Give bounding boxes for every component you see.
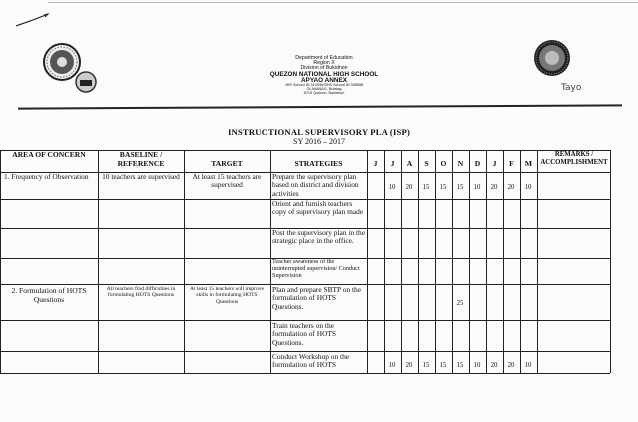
target: At least 15 teachers are supervised: [192, 172, 262, 190]
col-header-month: S: [424, 159, 429, 168]
month-value: 20: [490, 362, 498, 369]
strategy: Teacher awareness of the uninterrupted supervision/ Conduct Supervision: [272, 258, 360, 279]
month-value: 10: [473, 184, 481, 191]
region-name: Region X: [313, 60, 335, 67]
month-value: 15: [439, 184, 447, 191]
col-header-month: A: [406, 159, 413, 168]
division-name: Division of Bukidnon: [300, 65, 348, 72]
col-header-month: M: [524, 159, 533, 168]
month-value: 10: [524, 362, 532, 369]
strategy: Train teachers on the formulation of HOTS Questions.: [272, 321, 337, 347]
col-header-month: O: [440, 159, 447, 168]
col-header-target: TARGET: [211, 159, 243, 168]
col-header-month: D: [474, 159, 481, 168]
strategy: Post the supervisory plan in the strategic place in the office.: [272, 228, 365, 246]
strategy: Plan and prepare SBTP on the formulation of HOTS Questions.: [272, 285, 362, 311]
col-line: [98, 150, 99, 373]
month-value: 20: [507, 362, 515, 369]
col-line: [184, 150, 185, 373]
col-header-remarks: REMARKS / ACCOMPLISHMENT: [540, 151, 608, 166]
month-value: 10: [524, 184, 532, 191]
col-line: [610, 150, 611, 373]
month-value: 15: [422, 184, 430, 191]
table-border-bottom: [0, 373, 610, 374]
month-value: 15: [422, 362, 430, 369]
area-of-concern: 1. Frequency of Observation: [4, 172, 89, 181]
annex-name: APYAO ANNEX: [300, 77, 348, 85]
document-title: INSTRUCTIONAL SUPERVISORY PLA (ISP): [227, 127, 411, 137]
col-line: [0, 150, 1, 373]
school-address-2: 8715 Quezon, Bukidnon: [303, 91, 345, 96]
month-value: 10: [388, 362, 396, 369]
target: At least 15 teachers will improve skills in formulating HOTS Questions: [189, 286, 265, 305]
month-value: 25: [456, 300, 464, 307]
month-value: 15: [439, 362, 447, 369]
strategy: Prepare the supervisory plan based on district and division activities: [272, 172, 359, 198]
col-line: [270, 150, 271, 373]
school-ids: JHS School ID:314930/SHS School ID:345558: [284, 83, 364, 88]
school-name: QUEZON NATIONAL HIGH SCHOOL: [269, 70, 379, 78]
area-of-concern: 2. Formulation of HOTS Questions: [11, 286, 87, 304]
col-line: [537, 150, 538, 373]
strategy: Orient and furnish teachers copy of supervisory plan made: [272, 199, 364, 217]
baseline-reference: 10 teachers are supervised: [102, 172, 180, 181]
school-address-1: OLAVANAG, Bulalag: [306, 87, 342, 92]
col-header-month: F: [509, 159, 514, 168]
month-value: 20: [490, 184, 498, 191]
school-year: SY 2016 – 2017: [293, 137, 345, 146]
col-header-month: N: [457, 159, 464, 168]
agency-name: Department of Education: [295, 55, 353, 61]
month-value: 15: [456, 184, 464, 191]
month-value: 10: [388, 184, 396, 191]
col-header-area: AREA OF CONCERN: [12, 150, 86, 159]
col-header-month: J: [390, 159, 395, 168]
month-value: 15: [456, 362, 464, 369]
col-header-month: J: [373, 159, 378, 168]
baseline-reference: All teachers find difficulties in formulating HOTS Questions: [106, 286, 176, 299]
month-value: 20: [405, 362, 413, 369]
month-value: 10: [473, 362, 481, 369]
tayo-logo: Tayo: [561, 83, 582, 93]
month-value: 20: [405, 184, 413, 191]
col-header-baseline: BASELINE / REFERENCE: [117, 150, 165, 168]
col-header-strategies: STRATEGIES: [294, 159, 343, 168]
col-line: [367, 150, 368, 373]
month-value: 20: [507, 184, 515, 191]
strategy: Conduct Workshop on the formulation of HOTS: [272, 352, 350, 370]
col-header-month: J: [492, 159, 497, 168]
